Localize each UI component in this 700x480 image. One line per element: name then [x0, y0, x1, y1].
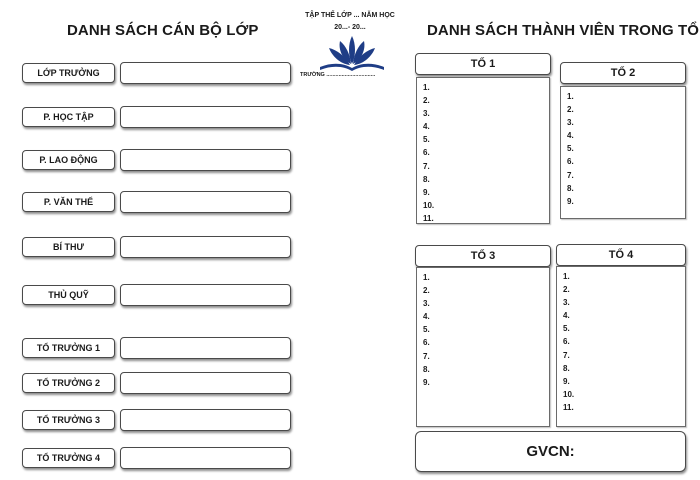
role-label-secretary: BÍ THƯ	[22, 237, 115, 257]
class-officers-title: DANH SÁCH CÁN BỘ LỚP	[67, 22, 259, 39]
group-4-list	[563, 270, 574, 414]
list-item: 5.	[423, 135, 430, 145]
list-item: 6.	[567, 157, 574, 167]
list-item: 11.	[563, 402, 574, 412]
list-item: 3.	[423, 299, 430, 309]
list-item: 3.	[563, 298, 570, 308]
list-item: 3.	[567, 118, 574, 128]
role-label-treasurer: THỦ QUỸ	[22, 285, 115, 305]
group-leader-3-field[interactable]	[120, 409, 291, 431]
group-1-list-box[interactable]	[416, 77, 550, 224]
list-item: 2.	[563, 285, 570, 295]
list-item: 1.	[423, 273, 430, 282]
group-2-list-box[interactable]	[560, 86, 686, 219]
list-item: 4.	[563, 311, 570, 321]
list-item: 2.	[423, 286, 430, 296]
list-item: 2.	[423, 96, 430, 106]
class-monitor-field[interactable]	[120, 62, 291, 84]
list-item: 10.	[423, 200, 435, 210]
list-item: 7.	[567, 170, 574, 180]
role-label-study-deputy: P. HỌC TẬP	[22, 107, 115, 127]
list-item: 7.	[423, 161, 430, 171]
list-item: 4.	[423, 122, 430, 132]
group-leader-1-field[interactable]	[120, 337, 291, 359]
secretary-field[interactable]	[120, 236, 291, 258]
list-item: 4.	[423, 312, 430, 322]
role-label-group-leader-3: TỔ TRƯỞNG 3	[22, 410, 115, 430]
group-leader-4-field[interactable]	[120, 447, 291, 469]
group-leader-2-field[interactable]	[120, 372, 291, 394]
group-1-header: TỔ 1	[415, 53, 551, 75]
list-item: 6.	[423, 148, 430, 158]
list-item: 8.	[423, 364, 430, 374]
list-item: 5.	[423, 325, 430, 335]
list-item: 7.	[423, 351, 430, 361]
list-item: 4.	[567, 131, 574, 141]
labor-deputy-field[interactable]	[120, 149, 291, 171]
group-4-list-box[interactable]	[556, 266, 686, 427]
list-item: 7.	[563, 350, 570, 360]
list-item: 8.	[423, 174, 430, 184]
homeroom-teacher-box[interactable]	[415, 431, 686, 472]
role-label-group-leader-4: TỔ TRƯỞNG 4	[22, 448, 115, 468]
list-item: 8.	[567, 183, 574, 193]
list-item: 3.	[423, 109, 430, 119]
list-item: 1.	[567, 92, 574, 101]
role-label-culture-deputy: P. VĂN THỂ	[22, 192, 115, 212]
group-4-header: TỔ 4	[556, 244, 686, 266]
list-item: 8.	[563, 363, 570, 373]
list-item: 9.	[567, 196, 574, 206]
group-3-list	[423, 271, 430, 389]
role-label-group-leader-1: TỔ TRƯỞNG 1	[22, 338, 115, 358]
class-year-heading: TẬP THỂ LỚP ... NĂM HỌC	[305, 12, 395, 19]
group-2-list	[567, 90, 574, 208]
group-3-list-box[interactable]	[416, 267, 550, 427]
list-item: 5.	[563, 324, 570, 334]
list-item: 9.	[423, 377, 430, 387]
culture-deputy-field[interactable]	[120, 191, 291, 213]
list-item: 6.	[563, 337, 570, 347]
list-item: 10.	[563, 389, 575, 399]
list-item: 9.	[423, 187, 430, 197]
open-book-lotus-logo	[318, 34, 386, 72]
role-label-group-leader-2: TỔ TRƯỞNG 2	[22, 373, 115, 393]
list-item: 1.	[563, 272, 570, 281]
list-item: 2.	[567, 105, 574, 115]
list-item: 6.	[423, 338, 430, 348]
role-label-class-monitor: LỚP TRƯỞNG	[22, 63, 115, 83]
list-item: 5.	[567, 144, 574, 154]
role-label-labor-deputy: P. LAO ĐỘNG	[22, 150, 115, 170]
group-members-title: DANH SÁCH THÀNH VIÊN TRONG TỔ	[427, 22, 700, 39]
list-item: 11.	[423, 213, 434, 223]
list-item: 9.	[563, 376, 570, 386]
school-name-line: TRƯỜNG ................................	[300, 72, 376, 78]
group-2-header: TỔ 2	[560, 62, 686, 84]
homeroom-teacher-label: GVCN:	[526, 443, 575, 460]
school-year-range: 20...- 20...	[334, 24, 366, 31]
group-3-header: TỔ 3	[415, 245, 551, 267]
study-deputy-field[interactable]	[120, 106, 291, 128]
list-item: 1.	[423, 83, 430, 92]
group-1-list	[423, 81, 434, 225]
treasurer-field[interactable]	[120, 284, 291, 306]
